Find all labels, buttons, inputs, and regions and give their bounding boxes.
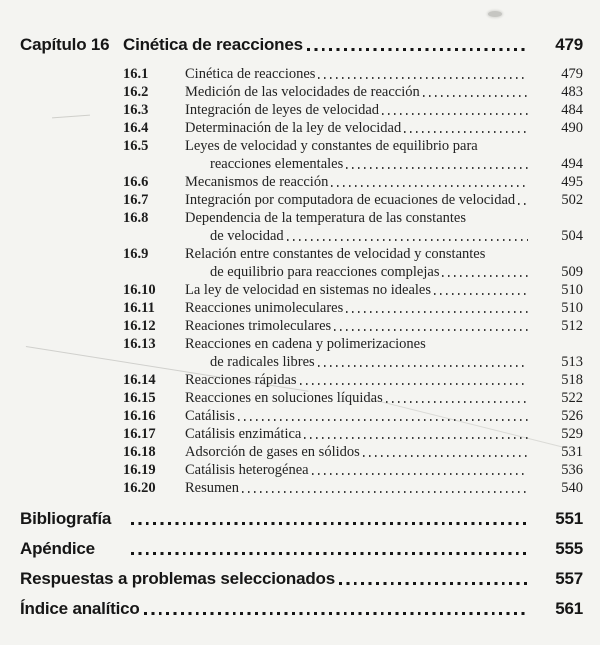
section-title: reacciones elementales (210, 156, 344, 172)
dot-leader (318, 365, 528, 367)
section-number: 16.2 (123, 84, 149, 100)
toc-section-row (123, 461, 583, 479)
chapter-page-number: 479 (555, 35, 583, 54)
dot-leader (144, 612, 528, 615)
dot-leader (287, 239, 528, 241)
back-matter-title: Respuestas a problemas seleccionados (20, 569, 335, 588)
dot-leader (242, 491, 528, 493)
page-number: 557 (555, 569, 583, 588)
dot-leader (346, 167, 528, 169)
dot-leader (300, 383, 528, 385)
sections-list (20, 65, 583, 497)
section-title: Reacciones en soluciones líquidas (185, 390, 383, 406)
toc-section-row (123, 371, 583, 389)
section-title: Leyes de velocidad y constantes de equilibrio para (185, 138, 478, 154)
section-title: Adsorción de gases en sólidos (185, 444, 360, 460)
dot-leader (238, 419, 528, 421)
section-title: La ley de velocidad en sistemas no ideales (185, 282, 432, 298)
section-title: Determinación de la ley de velocidad (185, 120, 402, 136)
section-number: 16.17 (123, 426, 156, 442)
section-title: Reacciones en cadena y polimerizaciones (185, 336, 426, 352)
back-matter-row (20, 540, 583, 558)
section-number: 16.12 (123, 318, 156, 334)
section-title: Relación entre constantes de velocidad y constantes (185, 246, 486, 262)
dot-leader (331, 185, 528, 187)
section-number: 16.10 (123, 282, 156, 298)
dot-leader (386, 401, 528, 403)
section-number: 16.4 (123, 120, 149, 136)
page-number: 513 (561, 354, 583, 370)
section-number: 16.19 (123, 462, 156, 478)
dot-leader (382, 113, 528, 115)
toc-section-row (123, 155, 583, 173)
toc-section-row (123, 353, 583, 371)
dot-leader (434, 293, 528, 295)
page-number: 555 (555, 539, 583, 558)
section-number: 16.15 (123, 390, 156, 406)
section-title: Catálisis enzimática (185, 426, 302, 442)
scan-smudge (488, 11, 502, 17)
toc-section-row (123, 209, 583, 227)
section-title: Catálisis heterogénea (185, 462, 309, 478)
page-number: 531 (561, 444, 583, 460)
page-number: 504 (561, 228, 583, 244)
page-number: 510 (561, 300, 583, 316)
dot-leader (312, 473, 528, 475)
toc-section-row (123, 443, 583, 461)
section-number: 16.7 (123, 192, 149, 208)
toc-section-row (123, 65, 583, 83)
back-matter-title: Bibliografía (20, 509, 112, 528)
page-number: 510 (561, 282, 583, 298)
page-number: 490 (561, 120, 583, 136)
section-number: 16.13 (123, 336, 156, 352)
section-title: Medición de las velocidades de reacción (185, 84, 420, 100)
section-number: 16.16 (123, 408, 156, 424)
dot-leader (363, 455, 528, 457)
section-number: 16.3 (123, 102, 149, 118)
page-number: 540 (561, 480, 583, 496)
back-matter-list (20, 510, 583, 618)
section-title: Catálisis (185, 408, 235, 424)
page-number: 551 (555, 509, 583, 528)
section-title: de velocidad (210, 228, 284, 244)
section-title: Integración por computadora de ecuaciones de velocidad (185, 192, 516, 208)
chapter-title: Cinética de reacciones (123, 35, 303, 54)
toc-section-row (123, 389, 583, 407)
back-matter-row (20, 600, 583, 618)
section-title: Mecanismos de reacción (185, 174, 329, 190)
section-title: de equilibrio para reacciones complejas (210, 264, 440, 280)
dot-leader (339, 582, 528, 585)
back-matter-title: Apéndice (20, 539, 95, 558)
toc-section-row (123, 119, 583, 137)
page-number: 502 (561, 192, 584, 208)
section-title: Resumen (185, 480, 239, 496)
toc-section-row (123, 479, 583, 497)
dot-leader (404, 131, 528, 133)
dot-leader (307, 48, 528, 51)
section-number: 16.6 (123, 174, 149, 190)
toc-section-row (123, 137, 583, 155)
toc-section-row (123, 191, 583, 209)
back-matter-row (20, 570, 583, 588)
section-number: 16.1 (123, 66, 149, 82)
page-number: 479 (561, 66, 583, 82)
section-number: 16.18 (123, 444, 156, 460)
section-title: Reacciones rápidas (185, 372, 297, 388)
dot-leader (518, 203, 528, 205)
toc-section-row (123, 281, 583, 299)
section-number: 16.8 (123, 210, 149, 226)
dot-leader (334, 329, 528, 331)
toc-section-row (123, 101, 583, 119)
page-number: 509 (561, 264, 583, 280)
back-matter-title: Índice analítico (20, 599, 140, 618)
toc-section-row (123, 263, 583, 281)
dot-leader (304, 437, 528, 439)
dot-leader (131, 522, 528, 525)
section-number: 16.20 (123, 480, 156, 496)
section-title: Dependencia de la temperatura de las constantes (185, 210, 467, 226)
dot-leader (318, 77, 528, 79)
toc-section-row (123, 173, 583, 191)
section-number: 16.14 (123, 372, 156, 388)
dot-leader (442, 275, 528, 277)
section-number: 16.11 (123, 300, 155, 316)
toc-section-row (123, 407, 583, 425)
page-number: 529 (561, 426, 583, 442)
toc-section-row (123, 83, 583, 101)
dot-leader (131, 552, 528, 555)
chapter-heading-row (20, 36, 583, 54)
section-title: Reacciones unimoleculares (185, 300, 344, 316)
toc-section-row (123, 317, 583, 335)
page-number: 495 (561, 174, 583, 190)
toc-section-row (123, 299, 583, 317)
toc-section-row (123, 227, 583, 245)
page-number: 561 (555, 599, 583, 618)
toc-section-row (123, 335, 583, 353)
page-number: 518 (561, 372, 583, 388)
section-title: de radicales libres (210, 354, 315, 370)
section-number: 16.9 (123, 246, 149, 262)
section-number: 16.5 (123, 138, 149, 154)
dot-leader (346, 311, 528, 313)
page-number: 484 (561, 102, 583, 118)
section-title: Reaciones trimoleculares (185, 318, 332, 334)
toc-section-row (123, 245, 583, 263)
page-number: 512 (561, 318, 583, 334)
page-number: 494 (561, 156, 583, 172)
page-number: 522 (561, 390, 583, 406)
section-title: Cinética de reacciones (185, 66, 316, 82)
dot-leader (423, 95, 528, 97)
toc-section-row (123, 425, 583, 443)
page-number: 536 (561, 462, 583, 478)
page-number: 483 (561, 84, 583, 100)
page-number: 526 (561, 408, 583, 424)
back-matter-row (20, 510, 583, 528)
section-title: Integración de leyes de velocidad (185, 102, 380, 118)
chapter-label: Capítulo 16 (20, 35, 110, 54)
